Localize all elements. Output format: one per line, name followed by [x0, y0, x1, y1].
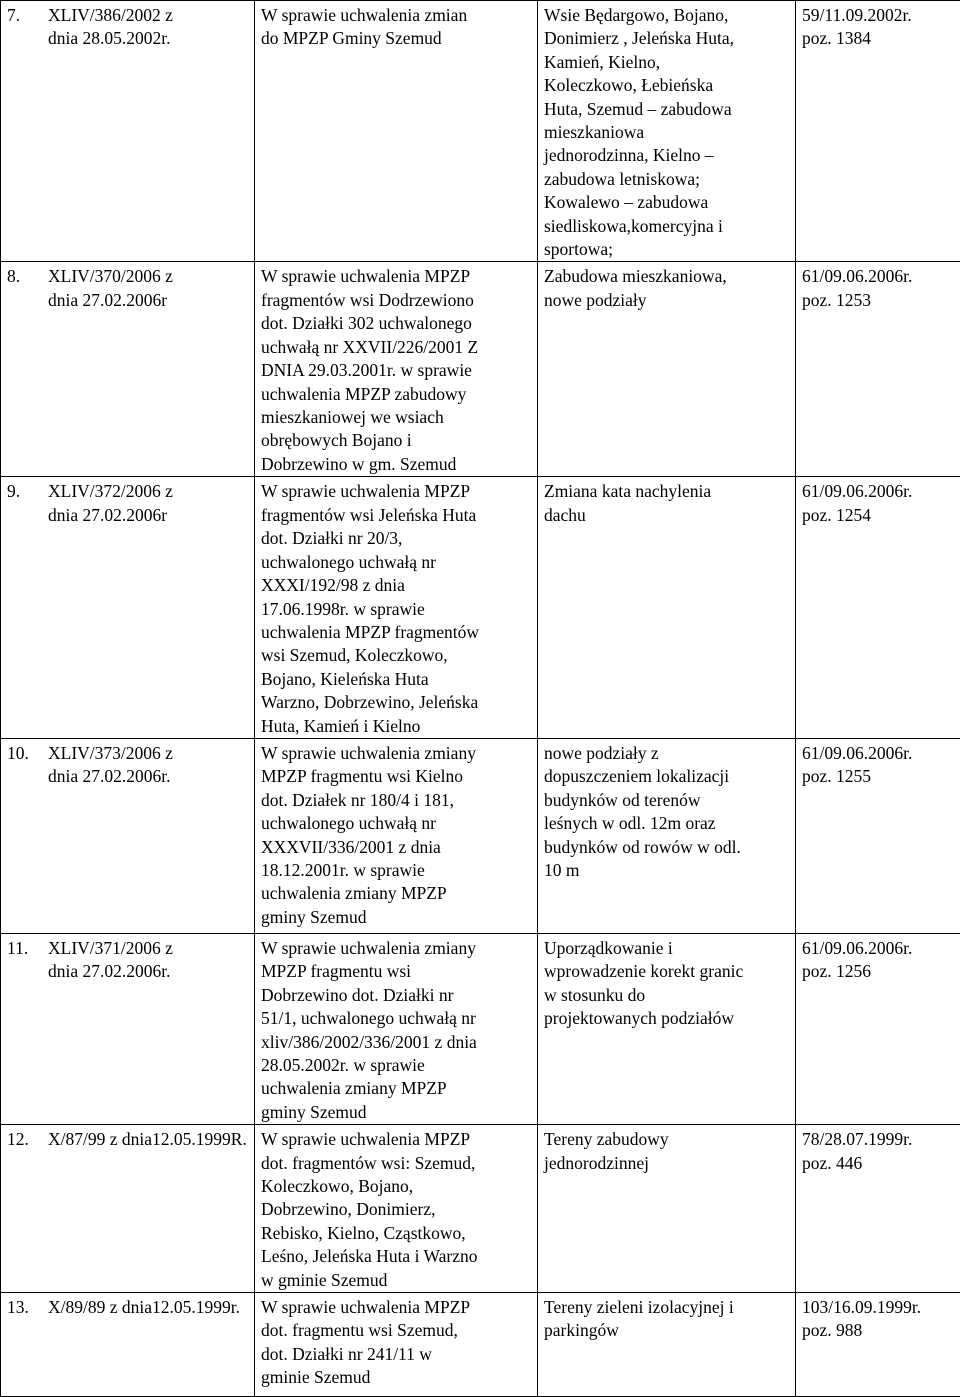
resolution-number-line: dnia 27.02.2006r	[48, 504, 167, 527]
row-number: 13.	[7, 1296, 48, 1319]
scope-cell	[538, 1125, 796, 1293]
scope-line: Donimierz , Jeleńska Huta,	[544, 27, 790, 50]
subject-line: xliv/386/2002/336/2001 z dnia	[261, 1031, 532, 1054]
scope-line: wprowadzenie korekt granic	[544, 960, 790, 983]
subject-line: W sprawie uchwalenia zmiany	[261, 937, 532, 960]
scope-line: Uporządkowanie i	[544, 937, 790, 960]
subject-line: Warzno, Dobrzewino, Jeleńska	[261, 691, 532, 714]
publication-line: 103/16.09.1999r.	[802, 1296, 955, 1319]
subject-line: gminie Szemud	[261, 1366, 532, 1389]
subject-cell	[255, 262, 538, 477]
subject-line: XXXI/192/98 z dnia	[261, 574, 532, 597]
publication-line: poz. 1384	[802, 27, 955, 50]
subject-line: uchwalonego uchwałą nr	[261, 551, 532, 574]
resolution-number-line: XLIV/373/2006 z	[48, 742, 173, 765]
publication-line: 61/09.06.2006r.	[802, 742, 955, 765]
subject-line: 17.06.1998r. w sprawie	[261, 598, 532, 621]
subject-line: dot. Działki nr 241/11 w	[261, 1343, 532, 1366]
scope-line: w stosunku do	[544, 984, 790, 1007]
subject-line: Dobrzewino dot. Działki nr	[261, 984, 532, 1007]
scope-line: parkingów	[544, 1319, 790, 1342]
resolution-number-line: 12.05.1999r.	[152, 1296, 240, 1319]
scope-cell	[538, 262, 796, 477]
scope-line: Zabudowa mieszkaniowa,	[544, 265, 790, 288]
resolutions-table-body	[1, 1, 960, 1397]
subject-line: fragmentów wsi Jeleńska Huta	[261, 504, 532, 527]
resolution-cell	[1, 1293, 255, 1397]
subject-line: obrębowych Bojano i	[261, 429, 532, 452]
scope-line: Zmiana kata nachylenia	[544, 480, 790, 503]
publication-cell	[796, 738, 960, 933]
subject-line: uchwalonego uchwałą nr	[261, 812, 532, 835]
subject-line: mieszkaniowej we wsiach	[261, 406, 532, 429]
scope-line: siedliskowa,komercyjna i	[544, 215, 790, 238]
resolution-cell	[1, 262, 255, 477]
resolution-number-line: dnia 27.02.2006r.	[48, 960, 171, 983]
subject-line: Bojano, Kieleńska Huta	[261, 668, 532, 691]
publication-cell	[796, 477, 960, 738]
publication-line: poz. 988	[802, 1319, 955, 1342]
scope-line: projektowanych podziałów	[544, 1007, 790, 1030]
subject-line: uchwalenia MPZP fragmentów	[261, 621, 532, 644]
scope-line: Tereny zabudowy	[544, 1128, 790, 1151]
resolution-cell	[1, 738, 255, 933]
publication-line: poz. 1256	[802, 960, 955, 983]
resolution-number-line: X/89/89 z dnia	[48, 1296, 152, 1319]
subject-line: Rebisko, Kielno, Cząstkowo,	[261, 1222, 532, 1245]
resolution-number-line: dnia 28.05.2002r.	[48, 27, 171, 50]
publication-cell	[796, 262, 960, 477]
subject-line: W sprawie uchwalenia MPZP	[261, 1296, 532, 1319]
subject-line: do MPZP Gminy Szemud	[261, 27, 532, 50]
resolution-number-line: 12.05.1999R.	[152, 1128, 247, 1151]
subject-line: uchwalenia MPZP zabudowy	[261, 383, 532, 406]
table-row	[1, 477, 960, 738]
publication-line: 61/09.06.2006r.	[802, 937, 955, 960]
row-number: 8.	[7, 265, 48, 312]
subject-line: wsi Szemud, Koleczkowo,	[261, 644, 532, 667]
subject-line: XXXVII/336/2001 z dnia	[261, 836, 532, 859]
scope-line: Kamień, Kielno,	[544, 51, 790, 74]
scope-cell	[538, 1, 796, 262]
subject-line: dot. Działki nr 20/3,	[261, 527, 532, 550]
scope-line: Huta, Szemud – zabudowa	[544, 98, 790, 121]
subject-cell	[255, 738, 538, 933]
subject-line: dot. fragmentów wsi: Szemud,	[261, 1152, 532, 1175]
publication-cell	[796, 1, 960, 262]
scope-line: dopuszczeniem lokalizacji	[544, 765, 790, 788]
scope-cell	[538, 1293, 796, 1397]
scope-line: budynków od terenów	[544, 789, 790, 812]
publication-line: 61/09.06.2006r.	[802, 480, 955, 503]
subject-line: w gminie Szemud	[261, 1269, 532, 1292]
scope-line: mieszkaniowa	[544, 121, 790, 144]
subject-line: uchwałą nr XXVII/226/2001 Z	[261, 336, 532, 359]
subject-cell	[255, 933, 538, 1124]
subject-line: W sprawie uchwalenia MPZP	[261, 1128, 532, 1151]
scope-cell	[538, 933, 796, 1124]
publication-line: poz. 446	[802, 1152, 955, 1175]
resolution-number-line: dnia 27.02.2006r.	[48, 765, 171, 788]
resolution-number-line: X/87/99 z dnia	[48, 1128, 152, 1151]
publication-line: poz. 1253	[802, 289, 955, 312]
scope-line: jednorodzinna, Kielno –	[544, 144, 790, 167]
subject-cell	[255, 477, 538, 738]
resolution-cell	[1, 477, 255, 738]
scope-line: sportowa;	[544, 238, 790, 261]
scope-line: Wsie Będargowo, Bojano,	[544, 4, 790, 27]
publication-line: poz. 1255	[802, 765, 955, 788]
subject-line: 51/1, uchwalonego uchwałą nr	[261, 1007, 532, 1030]
resolution-cell	[1, 1125, 255, 1293]
table-row	[1, 738, 960, 933]
subject-line: DNIA 29.03.2001r. w sprawie	[261, 359, 532, 382]
resolution-number-line: dnia 27.02.2006r	[48, 289, 167, 312]
scope-line: budynków od rowów w odl.	[544, 836, 790, 859]
resolution-number-line: XLIV/371/2006 z	[48, 937, 173, 960]
row-number: 9.	[7, 480, 48, 527]
subject-cell	[255, 1, 538, 262]
publication-cell	[796, 1293, 960, 1397]
scope-cell	[538, 477, 796, 738]
resolution-number-line: XLIV/370/2006 z	[48, 265, 173, 288]
subject-line: MPZP fragmentu wsi Kielno	[261, 765, 532, 788]
subject-line: Dobrzewino, Donimierz,	[261, 1198, 532, 1221]
resolution-cell	[1, 933, 255, 1124]
subject-line: gminy Szemud	[261, 906, 532, 929]
table-row	[1, 1293, 960, 1397]
scope-line: dachu	[544, 504, 790, 527]
subject-line: W sprawie uchwalenia zmian	[261, 4, 532, 27]
subject-line: W sprawie uchwalenia MPZP	[261, 265, 532, 288]
row-number: 11.	[7, 937, 48, 984]
subject-line: Leśno, Jeleńska Huta i Warzno	[261, 1245, 532, 1268]
table-row	[1, 933, 960, 1124]
subject-line: Huta, Kamień i Kielno	[261, 715, 532, 738]
resolution-number-line: XLIV/372/2006 z	[48, 480, 173, 503]
row-number: 12.	[7, 1128, 48, 1151]
publication-line: 59/11.09.2002r.	[802, 4, 955, 27]
scope-line: 10 m	[544, 859, 790, 882]
subject-cell	[255, 1125, 538, 1293]
subject-line: uchwalenia zmiany MPZP	[261, 882, 532, 905]
publication-line: poz. 1254	[802, 504, 955, 527]
subject-line: Dobrzewino w gm. Szemud	[261, 453, 532, 476]
subject-line: W sprawie uchwalenia zmiany	[261, 742, 532, 765]
subject-line: 28.05.2002r. w sprawie	[261, 1054, 532, 1077]
row-number: 10.	[7, 742, 48, 789]
subject-cell	[255, 1293, 538, 1397]
row-number: 7.	[7, 4, 48, 51]
table-row	[1, 1125, 960, 1293]
scope-line: zabudowa letniskowa;	[544, 168, 790, 191]
subject-line: dot. Działki 302 uchwalonego	[261, 312, 532, 335]
publication-cell	[796, 933, 960, 1124]
subject-line: fragmentów wsi Dodrzewiono	[261, 289, 532, 312]
table-row	[1, 262, 960, 477]
subject-line: gminy Szemud	[261, 1101, 532, 1124]
scope-line: Kowalewo – zabudowa	[544, 191, 790, 214]
subject-line: dot. Działek nr 180/4 i 181,	[261, 789, 532, 812]
scope-cell	[538, 738, 796, 933]
scope-line: Tereny zieleni izolacyjnej i	[544, 1296, 790, 1319]
publication-line: 78/28.07.1999r.	[802, 1128, 955, 1151]
subject-line: Koleczkowo, Bojano,	[261, 1175, 532, 1198]
table-row	[1, 1, 960, 262]
resolution-cell	[1, 1, 255, 262]
publication-line: 61/09.06.2006r.	[802, 265, 955, 288]
subject-line: MPZP fragmentu wsi	[261, 960, 532, 983]
subject-line: W sprawie uchwalenia MPZP	[261, 480, 532, 503]
subject-line: dot. fragmentu wsi Szemud,	[261, 1319, 532, 1342]
subject-line: 18.12.2001r. w sprawie	[261, 859, 532, 882]
resolution-number-line: XLIV/386/2002 z	[48, 4, 173, 27]
scope-line: jednorodzinnej	[544, 1152, 790, 1175]
subject-line: uchwalenia zmiany MPZP	[261, 1077, 532, 1100]
scope-line: nowe podziały z	[544, 742, 790, 765]
scope-line: nowe podziały	[544, 289, 790, 312]
scope-line: leśnych w odl. 12m oraz	[544, 812, 790, 835]
scope-line: Koleczkowo, Łebieńska	[544, 74, 790, 97]
publication-cell	[796, 1125, 960, 1293]
